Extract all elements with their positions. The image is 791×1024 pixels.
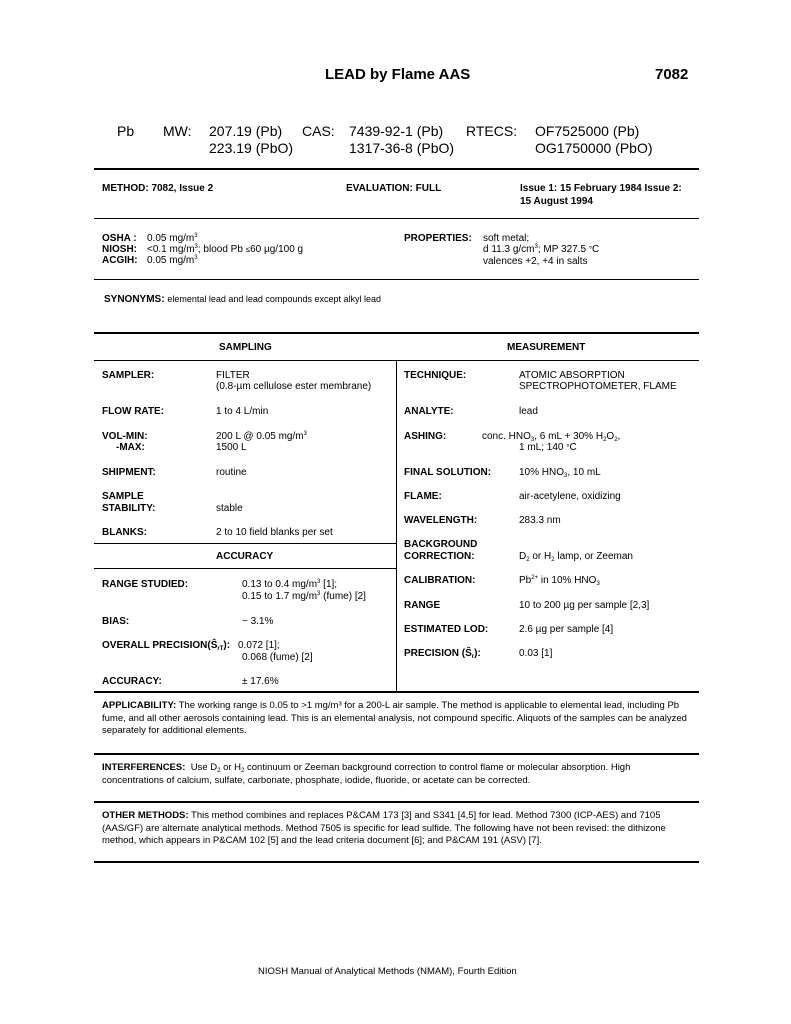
flame-label: FLAME: [404,491,442,502]
divider [94,801,699,803]
divider [94,691,699,693]
vol-min-label: VOL-MIN: [102,431,148,442]
divider [94,543,396,544]
interferences: INTERFERENCES: Use $D_2$ or $H_2$ continuum or Zeeman background correction to control flame or molecular absorption. High concentrations of calcium, sulfate, carbonate, phosphate, iodide, fluoride, or acetate can be corrected. [102,762,631,786]
stability-label-1: SAMPLE [102,491,144,502]
ashing-value-1: conc. $HNO_3$, 6 mL + 30% $H_2O_2$, [482,431,621,443]
mw-pbo: 223.19 (PbO) [209,140,294,156]
vol-max-label: -MAX: [116,442,145,453]
divider [94,753,699,755]
divider [94,568,396,569]
background-label-1: BACKGROUND [404,539,478,550]
rtecs-label: RTECS: [466,123,518,139]
final-solution-label: FINAL SOLUTION: [404,467,492,478]
overall-precision-label: OVERALL $PRECISION(Ŝ_{rT})$: [102,640,231,652]
divider [94,861,699,863]
cas-pbo: 1317-36-8 (PbO) [349,140,455,156]
calibration-label: CALIBRATION: [404,575,476,586]
synonyms: SYNONYMS: elemental lead and lead compounds except alkyl lead [104,294,381,305]
acgih-value: 0.05 $mg/m^3$ [147,255,198,266]
range-studied-label: RANGE STUDIED: [102,579,189,590]
shipment-value: routine [216,467,247,478]
rtecs-pbo: OG1750000 (PbO) [535,140,653,156]
stability-value: stable [216,503,243,514]
osha-label: OSHA : [102,233,137,244]
precision-label: PRECISION $(Ŝ_r)$: [404,648,481,660]
sampler-label: SAMPLER: [102,370,155,381]
column-divider [396,360,397,691]
ashing-value-2: 1 mL; 140 °C [519,442,577,453]
range-studied-2: 0.15 to 1.7 $mg/m^3$ (fume) [2] [242,591,366,602]
vol-max-value: 1500 L [216,442,247,453]
analyte-value: lead [519,406,538,417]
divider [94,218,699,219]
analyte-label: ANALYTE: [404,406,454,417]
range-studied-1: 0.13 to 0.4 $mg/m^3$ [1]; [242,579,338,590]
sampler-value-1: FILTER [216,370,250,381]
cas-pb: 7439-92-1 (Pb) [349,123,444,139]
accuracy-header: ACCURACY [216,551,274,562]
range-value: 10 to 200 µg per sample [2,3] [519,600,650,611]
method-number: 7082 [655,66,689,83]
vol-min-value: 200 L @ 0.05 $mg/m^3$ [216,431,307,442]
flow-rate-value: 1 to 4 L/min [216,406,269,417]
issue-dates-1: Issue 1: 15 February 1984 Issue 2: [520,183,682,194]
ashing-label: ASHING: [404,431,447,442]
page-title: LEAD by Flame AAS [325,66,471,83]
stability-label-2: STABILITY: [102,503,156,514]
lod-value: 2.6 µg per sample [4] [519,624,614,635]
background-label-2: CORRECTION: [404,551,475,562]
osha-value: 0.05 $mg/m^3$ [147,233,198,244]
applicability: APPLICABILITY: The working range is 0.05 to >1 mg/m³ for a 200-L air sample. The method is applicable to elemental lead, including Pb fume, and all other aerosols containing lead. This is an elemental analysis, not compound specific. Aliquots of the samples can be analyzed separately for additional elements. [102,700,687,736]
lod-label: ESTIMATED LOD: [404,624,489,635]
accuracy-value: ± 17.6% [242,676,279,687]
rtecs-pb: OF7525000 (Pb) [535,123,640,139]
technique-value-2: SPECTROPHOTOMETER, FLAME [519,381,677,392]
precision-value: 0.03 [1] [519,648,553,659]
issue-dates-2: 15 August 1994 [520,196,593,207]
wavelength-value: 283.3 nm [519,515,561,526]
final-solution-value: 10% $HNO_3$, 10 mL [519,467,601,479]
properties-label: PROPERTIES: [404,233,472,244]
blanks-value: 2 to 10 field blanks per set [216,527,333,538]
divider [94,168,699,170]
evaluation: EVALUATION: FULL [346,183,442,194]
accuracy-label: ACCURACY: [102,676,162,687]
niosh-label: NIOSH: [102,244,137,255]
method-issue: METHOD: 7082, Issue 2 [102,183,214,194]
cas-label: CAS: [302,123,335,139]
bias-label: BIAS: [102,616,130,627]
flow-rate-label: FLOW RATE: [102,406,165,417]
background-value: $D_2$ or $H_2$ lamp, or Zeeman [519,551,633,563]
other-methods: OTHER METHODS: This method combines and replaces P&CAM 173 [3] and S341 [4,5] for lead. Method 7300 (ICP-AES) and 7105 (AAS/GF) are alternate analytical methods. Method 7505 is specific for lead sulfide. The following have not been revised: the dithizone method, which appears in P&CAM 102 [5] and the lead criteria document [6]; and P&CAM 191 (ASV) [7]. [102,810,666,846]
sampler-value-2: (0.8-µm cellulose ester membrane) [216,381,372,392]
property-1: soft metal; [483,233,530,244]
calibration-value: $Pb^{2+}$ in 10% $HNO_3$ [519,575,600,587]
property-2: d 11.3 $g/cm^3$; MP 327.5 °C [483,244,600,255]
mw-label: MW: [163,123,192,139]
flame-value: air-acetylene, oxidizing [519,491,621,502]
divider [94,279,699,280]
blanks-label: BLANKS: [102,527,147,538]
technique-value-1: ATOMIC ABSORPTION [519,370,625,381]
acgih-label: ACGIH: [102,255,138,266]
measurement-header: MEASUREMENT [507,342,586,353]
overall-precision-2: 0.068 (fume) [2] [242,652,313,663]
bias-value: − 3.1% [242,616,274,627]
property-3: valences +2, +4 in salts [483,256,588,267]
technique-label: TECHNIQUE: [404,370,467,381]
sampling-header: SAMPLING [219,342,272,353]
niosh-value: <0.1 $mg/m^3$; blood Pb ≤60 µg/100 g [147,244,304,255]
overall-precision-1: 0.072 [1]; [238,640,280,651]
footer: NIOSH Manual of Analytical Methods (NMAM), Fourth Edition [258,966,517,977]
shipment-label: SHIPMENT: [102,467,156,478]
mw-pb: 207.19 (Pb) [209,123,283,139]
wavelength-label: WAVELENGTH: [404,515,478,526]
range-label: RANGE [404,600,441,611]
divider [94,332,699,334]
formula-symbol: Pb [117,123,135,139]
